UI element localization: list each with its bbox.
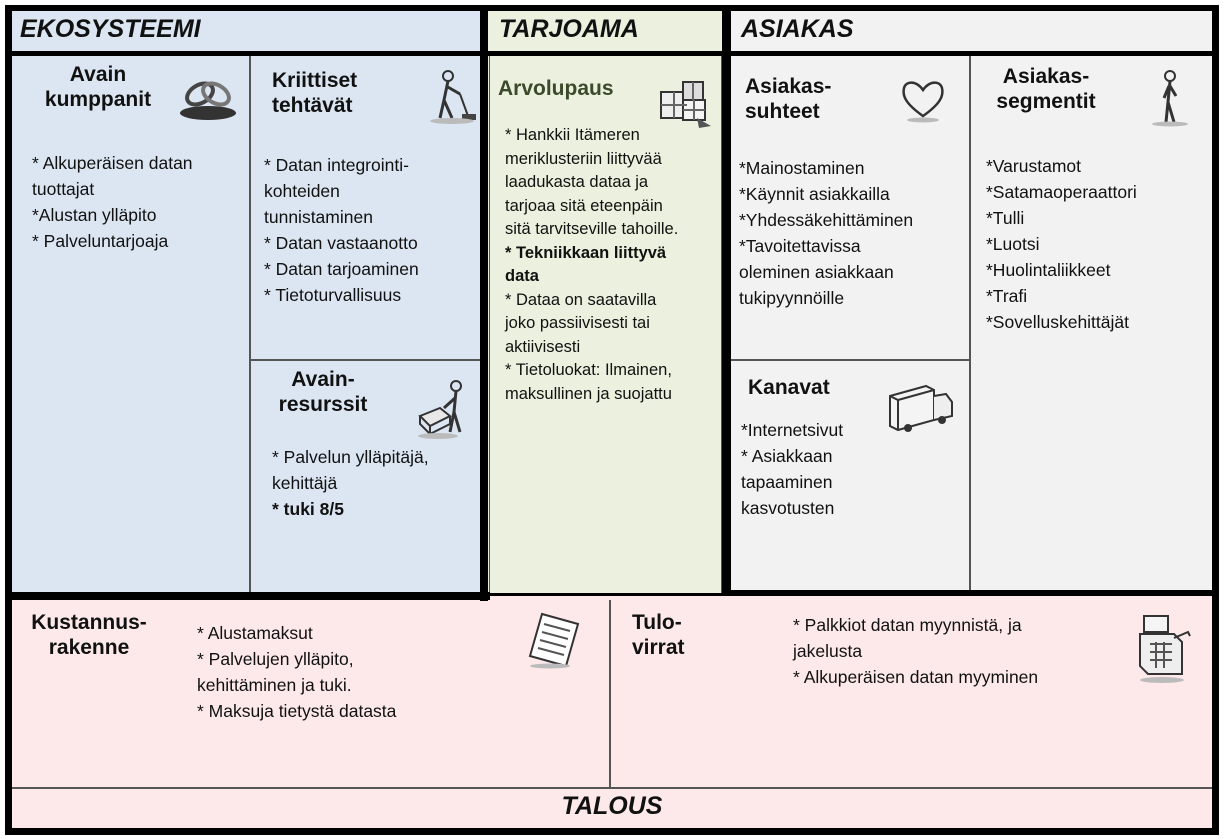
cash-register-icon xyxy=(1134,612,1194,686)
list-item: *Käynnit asiakkailla xyxy=(739,184,890,204)
list-item: * Datan integrointi- xyxy=(264,155,409,175)
cell-title-kriittiset-tehtavat: Kriittiset tehtävät xyxy=(272,69,358,117)
section-header-asiakas: ASIAKAS xyxy=(741,15,854,43)
truck-icon xyxy=(886,382,956,436)
list-item: *Huolintaliikkeet xyxy=(986,260,1111,280)
list-item: * Tietoluokat: Ilmainen, xyxy=(505,361,672,379)
divider-talous-top-right xyxy=(726,590,1218,596)
list-item: * Tekniikkaan liittyvä xyxy=(505,243,667,262)
list-item: tuottajat xyxy=(32,179,95,199)
list-item: kasvotusten xyxy=(741,498,835,518)
heart-icon xyxy=(898,76,948,124)
cell-title-avainresurssit: Avain- resurssit xyxy=(278,368,368,416)
cell-title-kanavat: Kanavat xyxy=(748,376,830,399)
list-item: oleminen asiakkaan xyxy=(739,262,894,282)
list-avainkumppanit xyxy=(32,150,193,254)
list-asiakassuhteet xyxy=(739,155,913,311)
divider-asiakas-horizontal xyxy=(730,359,970,361)
list-avainresurssit xyxy=(272,444,429,522)
list-tulovirrat xyxy=(793,612,1038,690)
divider-talous-top-mid xyxy=(488,593,728,596)
list-item: kohteiden xyxy=(264,181,340,201)
list-item: joko passiivisesti tai xyxy=(505,314,650,332)
list-item: * Datan vastaanotto xyxy=(264,233,418,253)
list-item: *Varustamot xyxy=(986,156,1081,176)
list-item: jakelusta xyxy=(793,641,863,661)
divider-asiakas-vertical xyxy=(969,55,971,595)
list-item: * Palveluntarjoaja xyxy=(32,231,169,251)
list-item: * Alkuperäisen datan xyxy=(32,153,193,173)
list-item: *Internetsivut xyxy=(741,420,844,440)
section-header-talous: TALOUS xyxy=(561,792,663,820)
divider-ekosysteemi-tarjoama xyxy=(480,5,488,601)
list-item: *Satamaoperaattori xyxy=(986,182,1137,202)
list-item: * Hankkii Itämeren xyxy=(505,126,640,144)
list-item: *Sovelluskehittäjät xyxy=(986,312,1129,332)
list-item: * Alkuperäisen datan myyminen xyxy=(793,667,1039,687)
divider-ekosysteemi-horizontal xyxy=(249,359,482,361)
list-item: * tuki 8/5 xyxy=(272,499,344,519)
list-arvolupaus xyxy=(505,124,678,406)
list-item: meriklusteriin liittyvää xyxy=(505,149,662,168)
cell-title-asiakassuhteet: Asiakas- suhteet xyxy=(745,75,832,123)
list-item: tarjoaa sitä eteenpäin xyxy=(505,196,663,215)
worker-mopping-icon xyxy=(426,68,478,124)
invoice-icon xyxy=(524,610,584,670)
frame-left xyxy=(5,5,12,835)
list-item: data xyxy=(505,267,539,285)
standing-person-icon xyxy=(1148,68,1196,128)
divider-tarjoama-asiakas xyxy=(722,5,731,596)
frame-bottom xyxy=(6,828,1218,835)
list-item: *Tulli xyxy=(986,208,1025,228)
cell-title-kustannusrakenne: Kustannus- rakenne xyxy=(31,611,147,659)
list-item: *Trafi xyxy=(986,286,1028,306)
list-item: * Palkkiot datan myynnistä, ja xyxy=(793,615,1022,635)
divider-talous-top xyxy=(6,592,490,600)
list-item: * Maksuja tietystä datasta xyxy=(197,701,397,721)
cell-title-tulovirrat: Tulo- virrat xyxy=(632,611,685,659)
list-item: *Mainostaminen xyxy=(739,158,865,178)
divider-tarjoama-left xyxy=(489,55,490,595)
list-item: tunnistaminen xyxy=(264,207,373,227)
list-item: kehittäjä xyxy=(272,473,338,493)
frame-right xyxy=(1212,5,1219,835)
section-header-ekosysteemi: EKOSYSTEEMI xyxy=(20,15,201,43)
list-item: maksullinen ja suojattu xyxy=(505,384,672,403)
list-item: laadukasta dataa ja xyxy=(505,173,649,191)
divider-talous-horizontal xyxy=(12,787,1212,789)
list-item: *Alustan ylläpito xyxy=(32,205,157,225)
divider-talous-vertical xyxy=(609,600,611,788)
divider-ekosysteemi-vertical xyxy=(249,55,251,595)
list-item: tukipyynnöille xyxy=(739,288,845,308)
list-item: tapaaminen xyxy=(741,472,833,492)
list-kanavat xyxy=(741,417,843,521)
list-asiakassegmentit xyxy=(986,153,1137,335)
worker-pallet-icon xyxy=(416,378,472,440)
list-item: * Palvelujen ylläpito, xyxy=(197,649,354,669)
list-item: * Palvelun ylläpitäjä, xyxy=(272,447,429,467)
cell-title-arvolupaus: Arvolupaus xyxy=(498,77,614,100)
list-item: * Datan tarjoaminen xyxy=(264,259,419,279)
list-item: kehittäminen ja tuki. xyxy=(197,675,352,695)
list-kriittiset-tehtavat xyxy=(264,152,419,308)
list-item: *Luotsi xyxy=(986,234,1040,254)
list-item: * Asiakkaan xyxy=(741,446,833,466)
header-underline xyxy=(6,51,1218,56)
frame-top xyxy=(6,5,1218,11)
list-item: * Tietoturvallisuus xyxy=(264,285,402,305)
list-kustannusrakenne xyxy=(197,620,396,724)
cell-title-asiakassegmentit: Asiakas- segmentit xyxy=(996,65,1096,113)
chain-links-icon xyxy=(178,70,240,122)
cell-title-avainkumppanit: Avain kumppanit xyxy=(44,63,152,111)
gift-boxes-icon xyxy=(655,74,713,130)
list-item: *Yhdessäkehittäminen xyxy=(739,210,914,230)
section-header-tarjoama: TARJOAMA xyxy=(499,15,639,43)
list-item: sitä tarvitseville tahoille. xyxy=(505,220,679,238)
list-item: aktiivisesti xyxy=(505,337,581,356)
list-item: *Tavoitettavissa xyxy=(739,236,861,256)
list-item: * Alustamaksut xyxy=(197,623,313,643)
list-item: * Dataa on saatavilla xyxy=(505,290,657,309)
